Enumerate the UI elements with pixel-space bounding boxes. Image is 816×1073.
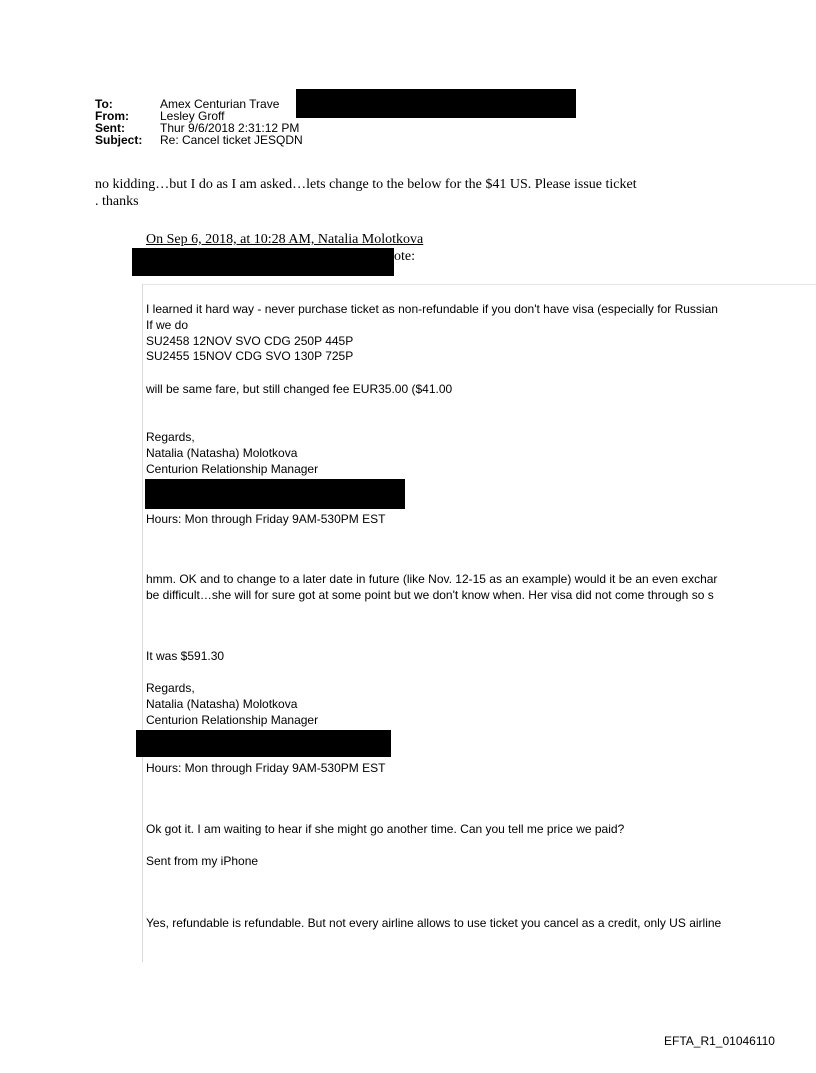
sig2-regards: Regards,	[146, 681, 195, 695]
quoted-p2: If we do	[146, 318, 189, 332]
sent-label: Sent:	[95, 121, 125, 135]
quote-top-border	[142, 284, 816, 285]
document-id: EFTA_R1_01046110	[664, 1034, 775, 1048]
quote-intro-line-1: On Sep 6, 2018, at 10:28 AM, Natalia Molotkova	[146, 232, 424, 247]
sig2-hours: Hours: Mon through Friday 9AM-530PM EST	[146, 761, 386, 775]
redaction-block-to	[296, 89, 576, 118]
flight-line-2: SU2455 15NOV CDG SVO 130P 725P	[146, 349, 354, 363]
to-value: Amex Centurian Trave	[160, 97, 280, 111]
to-label: To:	[95, 97, 113, 111]
iphone-line: Sent from my iPhone	[146, 854, 259, 868]
reply-line-2: . thanks	[95, 194, 139, 209]
quoted-p1: I learned it hard way - never purchase ticket as non-refundable if you don't have visa (especially for Russian	[146, 302, 718, 316]
sig2-name: Natalia (Natasha) Molotkova	[146, 697, 298, 711]
quote-left-border	[142, 284, 143, 962]
from-label: From:	[95, 109, 129, 123]
fare-line: will be same fare, but still changed fee EUR35.00 ($41.00	[146, 382, 453, 396]
refundable-line: Yes, refundable is refundable. But not every airline allows to use ticket you cancel as a credit, only US airline	[146, 916, 722, 930]
sent-value: Thur 9/6/2018 2:31:12 PM	[160, 121, 300, 135]
subject-label: Subject:	[95, 133, 143, 147]
hmm-line-1: hmm. OK and to change to a later date in future (like Nov. 12-15 as an example) would it be an even exchar	[146, 572, 718, 586]
sig2-title: Centurion Relationship Manager	[146, 713, 319, 727]
quote-intro-line-2: ote:	[394, 249, 415, 264]
sig1-hours: Hours: Mon through Friday 9AM-530PM EST	[146, 512, 386, 526]
redaction-block-sender-email	[132, 248, 394, 276]
sig1-title: Centurion Relationship Manager	[146, 462, 319, 476]
redaction-block-sig1	[145, 479, 405, 509]
sig1-regards: Regards,	[146, 430, 195, 444]
redaction-block-sig2	[136, 730, 391, 757]
subject-value: Re: Cancel ticket JESQDN	[160, 133, 303, 147]
from-value: Lesley Groff	[160, 109, 225, 123]
reply-line-1: no kidding…but I do as I am asked…lets change to the below for the $41 US. Please issue ticket	[95, 177, 637, 192]
price-line: It was $591.30	[146, 649, 225, 663]
sig1-name: Natalia (Natasha) Molotkova	[146, 446, 298, 460]
flight-line-1: SU2458 12NOV SVO CDG 250P 445P	[146, 334, 354, 348]
okgot-line: Ok got it. I am waiting to hear if she might go another time. Can you tell me price we paid?	[146, 822, 625, 836]
hmm-line-2: be difficult…she will for sure got at some point but we don't know when. Her visa did not come through so s	[146, 588, 714, 602]
